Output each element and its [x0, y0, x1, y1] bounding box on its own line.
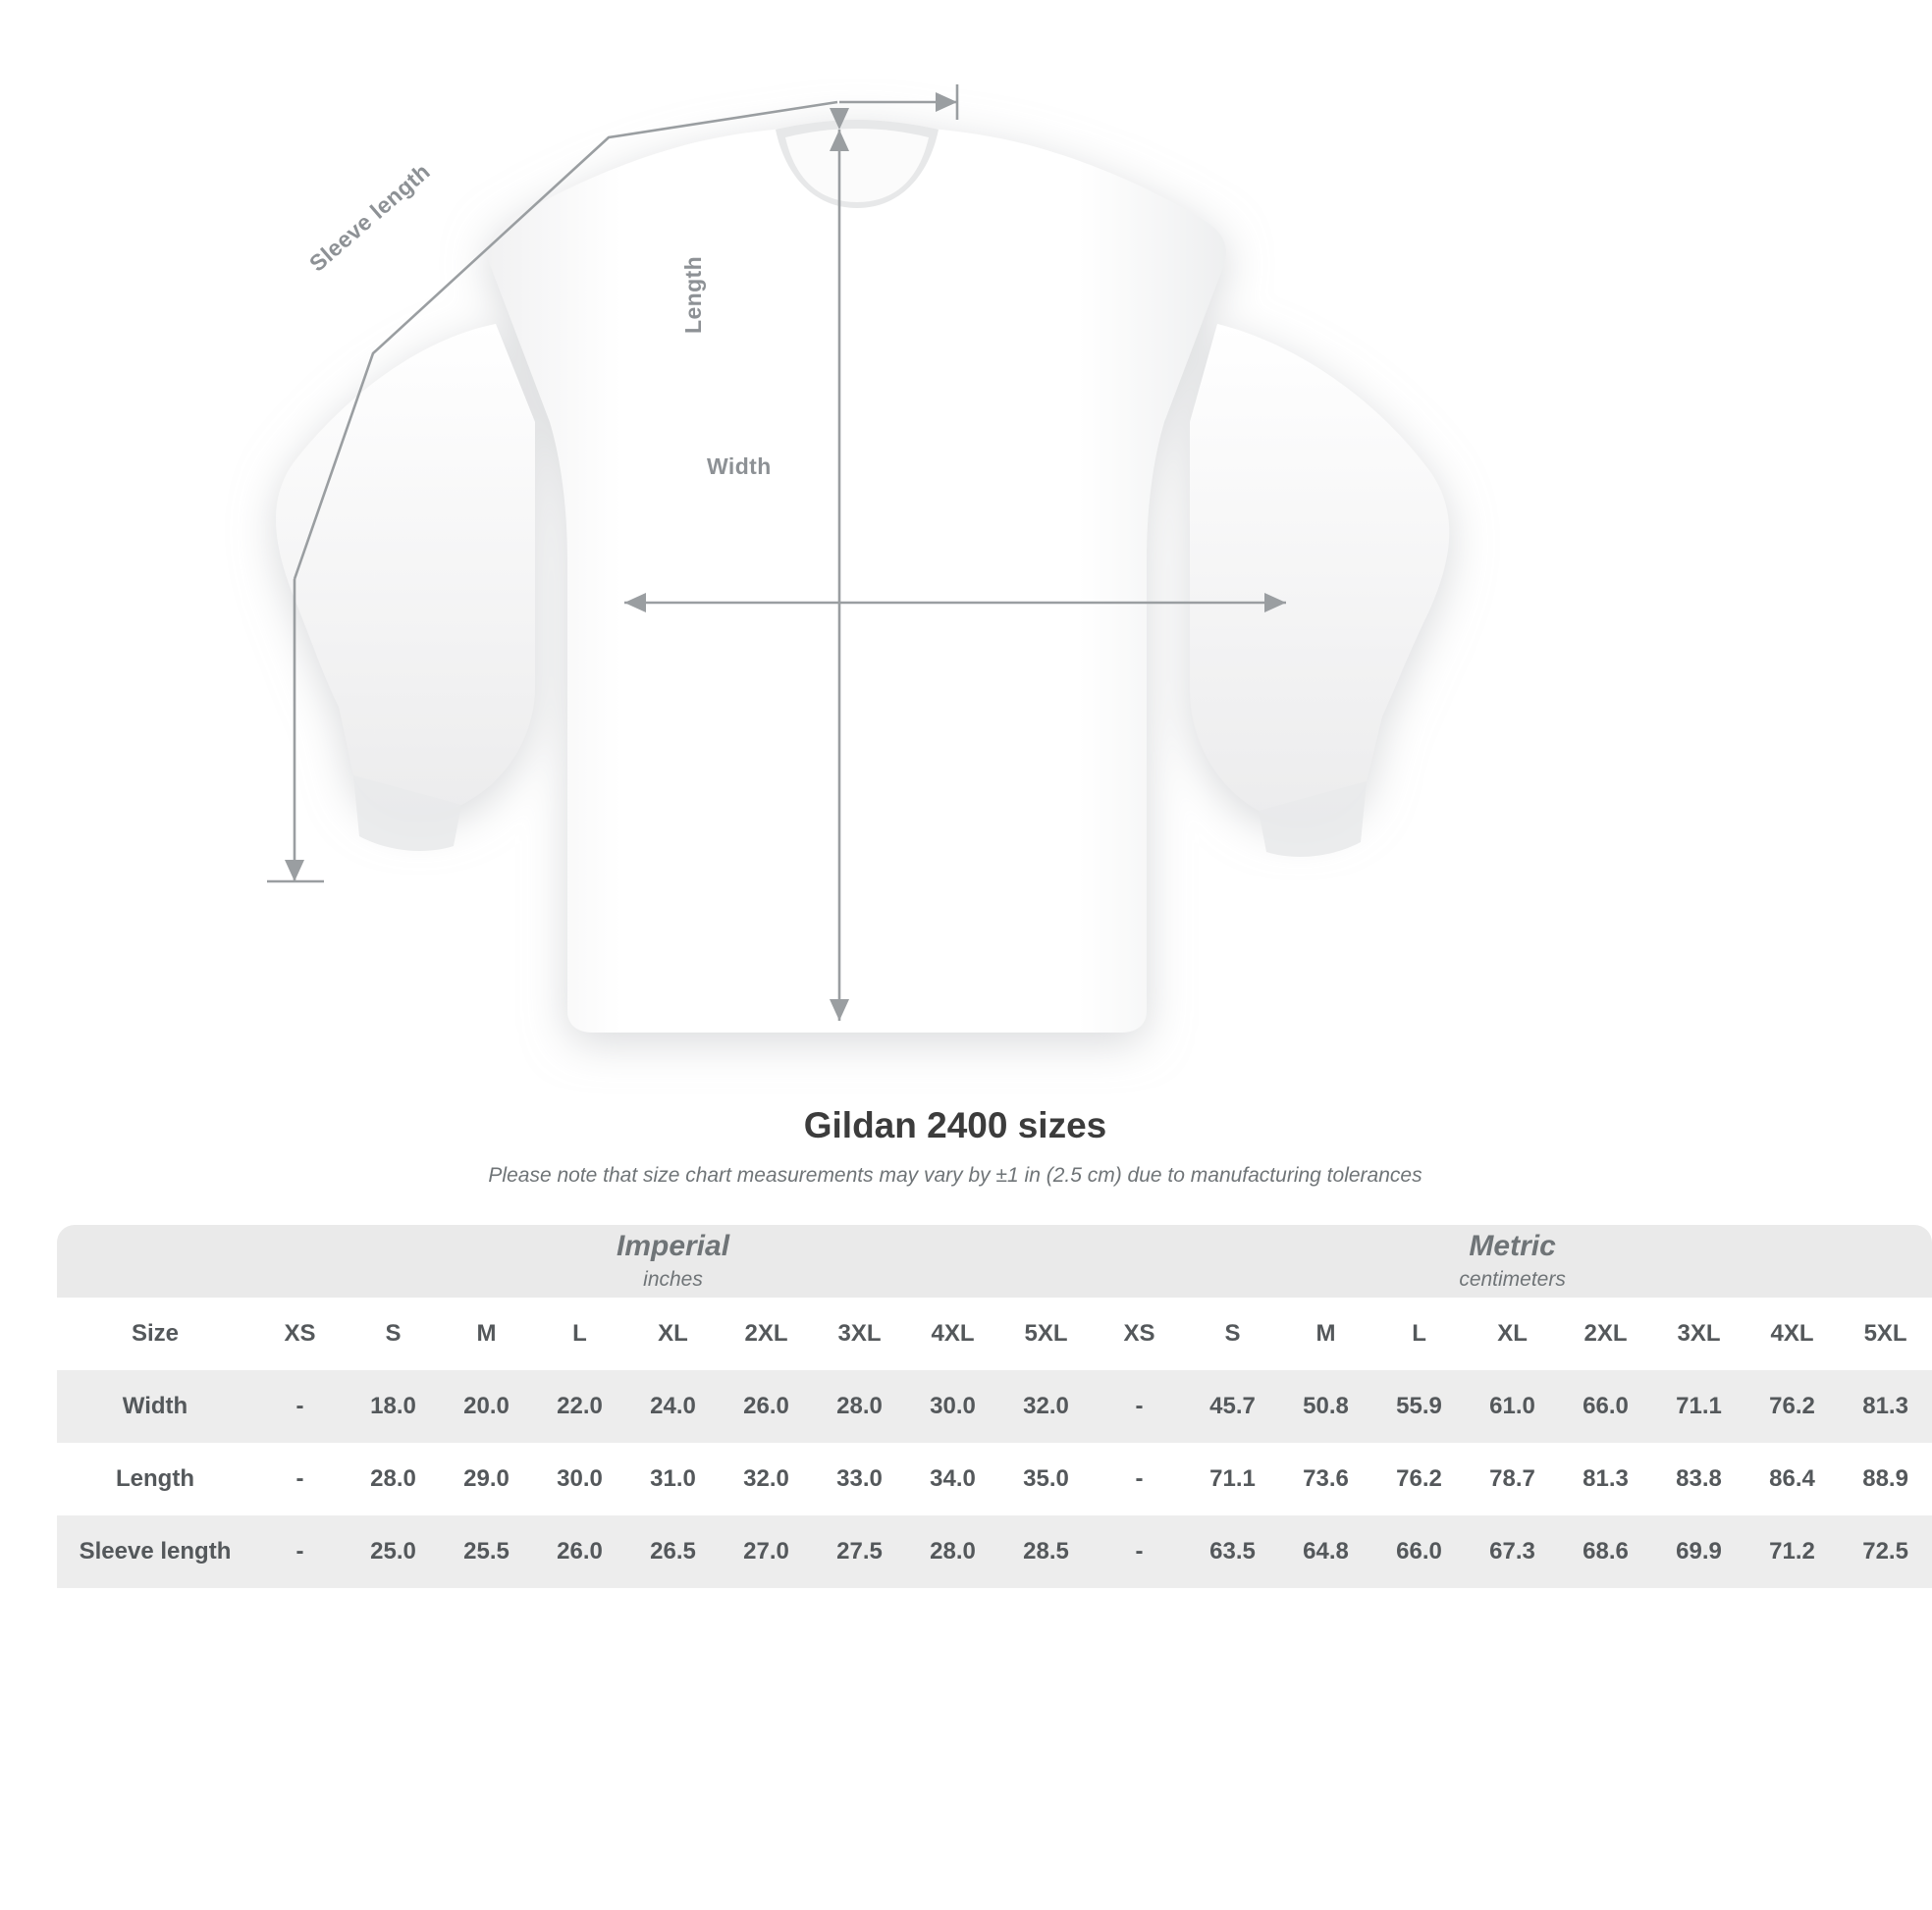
length-dimension-label: Length	[680, 255, 706, 334]
cell-length-metric-4xl: 86.4	[1745, 1443, 1839, 1515]
size-col-imperial-s: S	[347, 1298, 440, 1370]
size-col-imperial-3xl: 3XL	[813, 1298, 906, 1370]
unit-group-imperial-name: Imperial	[616, 1229, 730, 1262]
size-header-row	[57, 1298, 1932, 1370]
cell-sleeve-metric-l: 66.0	[1372, 1515, 1466, 1588]
unit-group-imperial-sub: inches	[643, 1268, 703, 1291]
cell-length-metric-s: 71.1	[1186, 1443, 1279, 1515]
cell-width-imperial-xl: 24.0	[626, 1370, 720, 1443]
unit-group-metric-sub: centimeters	[1459, 1268, 1566, 1291]
cell-sleeve-imperial-s: 25.0	[347, 1515, 440, 1588]
cell-sleeve-metric-5xl: 72.5	[1839, 1515, 1932, 1588]
table-row	[57, 1515, 1932, 1588]
cell-sleeve-imperial-4xl: 28.0	[906, 1515, 999, 1588]
size-col-imperial-2xl: 2XL	[720, 1298, 813, 1370]
cell-width-metric-xs: -	[1093, 1370, 1186, 1443]
cell-width-imperial-l: 22.0	[533, 1370, 626, 1443]
table-row	[57, 1370, 1932, 1443]
cell-length-imperial-2xl: 32.0	[720, 1443, 813, 1515]
cell-width-metric-4xl: 76.2	[1745, 1370, 1839, 1443]
cell-sleeve-imperial-xl: 26.5	[626, 1515, 720, 1588]
cell-sleeve-metric-s: 63.5	[1186, 1515, 1279, 1588]
cell-length-metric-2xl: 81.3	[1559, 1443, 1652, 1515]
cell-width-imperial-4xl: 30.0	[906, 1370, 999, 1443]
cell-width-metric-xl: 61.0	[1466, 1370, 1559, 1443]
cell-sleeve-imperial-2xl: 27.0	[720, 1515, 813, 1588]
cell-sleeve-metric-3xl: 69.9	[1652, 1515, 1745, 1588]
unit-group-imperial	[253, 1225, 1093, 1298]
size-col-imperial-xl: XL	[626, 1298, 720, 1370]
cell-length-imperial-s: 28.0	[347, 1443, 440, 1515]
cell-length-metric-l: 76.2	[1372, 1443, 1466, 1515]
cell-length-imperial-4xl: 34.0	[906, 1443, 999, 1515]
unit-group-metric	[1093, 1225, 1932, 1298]
sleeve-length-dimension-label: Sleeve length	[304, 158, 435, 277]
row-label-width: Width	[57, 1370, 253, 1443]
cell-sleeve-metric-m: 64.8	[1279, 1515, 1372, 1588]
cell-sleeve-metric-xl: 67.3	[1466, 1515, 1559, 1588]
cell-length-imperial-l: 30.0	[533, 1443, 626, 1515]
cell-sleeve-imperial-m: 25.5	[440, 1515, 533, 1588]
cell-length-metric-xl: 78.7	[1466, 1443, 1559, 1515]
size-col-metric-2xl: 2XL	[1559, 1298, 1652, 1370]
unit-group-row	[57, 1225, 1932, 1298]
size-col-metric-3xl: 3XL	[1652, 1298, 1745, 1370]
row-label-length: Length	[57, 1443, 253, 1515]
size-col-metric-4xl: 4XL	[1745, 1298, 1839, 1370]
size-col-imperial-5xl: 5XL	[999, 1298, 1093, 1370]
size-col-imperial-xs: XS	[253, 1298, 347, 1370]
cell-sleeve-metric-4xl: 71.2	[1745, 1515, 1839, 1588]
cell-width-imperial-m: 20.0	[440, 1370, 533, 1443]
cell-length-metric-m: 73.6	[1279, 1443, 1372, 1515]
cell-width-metric-5xl: 81.3	[1839, 1370, 1932, 1443]
cell-sleeve-metric-xs: -	[1093, 1515, 1186, 1588]
cell-length-metric-3xl: 83.8	[1652, 1443, 1745, 1515]
size-col-metric-5xl: 5XL	[1839, 1298, 1932, 1370]
size-col-metric-m: M	[1279, 1298, 1372, 1370]
cell-sleeve-imperial-3xl: 27.5	[813, 1515, 906, 1588]
cell-width-imperial-xs: -	[253, 1370, 347, 1443]
cell-width-imperial-5xl: 32.0	[999, 1370, 1093, 1443]
unit-group-metric-name: Metric	[1469, 1229, 1556, 1262]
cell-sleeve-imperial-xs: -	[253, 1515, 347, 1588]
table-row	[57, 1443, 1932, 1515]
cell-length-metric-5xl: 88.9	[1839, 1443, 1932, 1515]
size-col-metric-xl: XL	[1466, 1298, 1559, 1370]
cell-length-metric-xs: -	[1093, 1443, 1186, 1515]
tolerance-note: Please note that size chart measurements may vary by ±1 in (2.5 cm) due to manufacturing tolerances	[488, 1164, 1422, 1187]
cell-width-metric-m: 50.8	[1279, 1370, 1372, 1443]
size-table-container	[57, 1225, 1908, 1588]
size-header-cell: Size	[57, 1298, 253, 1370]
size-col-imperial-4xl: 4XL	[906, 1298, 999, 1370]
size-col-metric-l: L	[1372, 1298, 1466, 1370]
cell-length-imperial-xs: -	[253, 1443, 347, 1515]
cell-width-metric-l: 55.9	[1372, 1370, 1466, 1443]
cell-length-imperial-m: 29.0	[440, 1443, 533, 1515]
cell-sleeve-metric-2xl: 68.6	[1559, 1515, 1652, 1588]
size-col-metric-xs: XS	[1093, 1298, 1186, 1370]
cell-width-metric-2xl: 66.0	[1559, 1370, 1652, 1443]
cell-width-imperial-2xl: 26.0	[720, 1370, 813, 1443]
unit-row-spacer	[57, 1225, 253, 1298]
cell-length-imperial-5xl: 35.0	[999, 1443, 1093, 1515]
row-label-sleeve-length: Sleeve length	[57, 1515, 253, 1588]
size-table	[57, 1225, 1932, 1588]
cell-length-imperial-xl: 31.0	[626, 1443, 720, 1515]
cell-width-imperial-s: 18.0	[347, 1370, 440, 1443]
title-block	[0, 1105, 1910, 1188]
size-col-imperial-l: L	[533, 1298, 626, 1370]
cell-length-imperial-3xl: 33.0	[813, 1443, 906, 1515]
cell-sleeve-imperial-l: 26.0	[533, 1515, 626, 1588]
cell-sleeve-imperial-5xl: 28.5	[999, 1515, 1093, 1588]
cell-width-metric-s: 45.7	[1186, 1370, 1279, 1443]
size-col-imperial-m: M	[440, 1298, 533, 1370]
width-dimension-label: Width	[707, 453, 772, 479]
cell-width-metric-3xl: 71.1	[1652, 1370, 1745, 1443]
size-col-metric-s: S	[1186, 1298, 1279, 1370]
cell-width-imperial-3xl: 28.0	[813, 1370, 906, 1443]
chart-title: Gildan 2400 sizes	[803, 1105, 1107, 1145]
